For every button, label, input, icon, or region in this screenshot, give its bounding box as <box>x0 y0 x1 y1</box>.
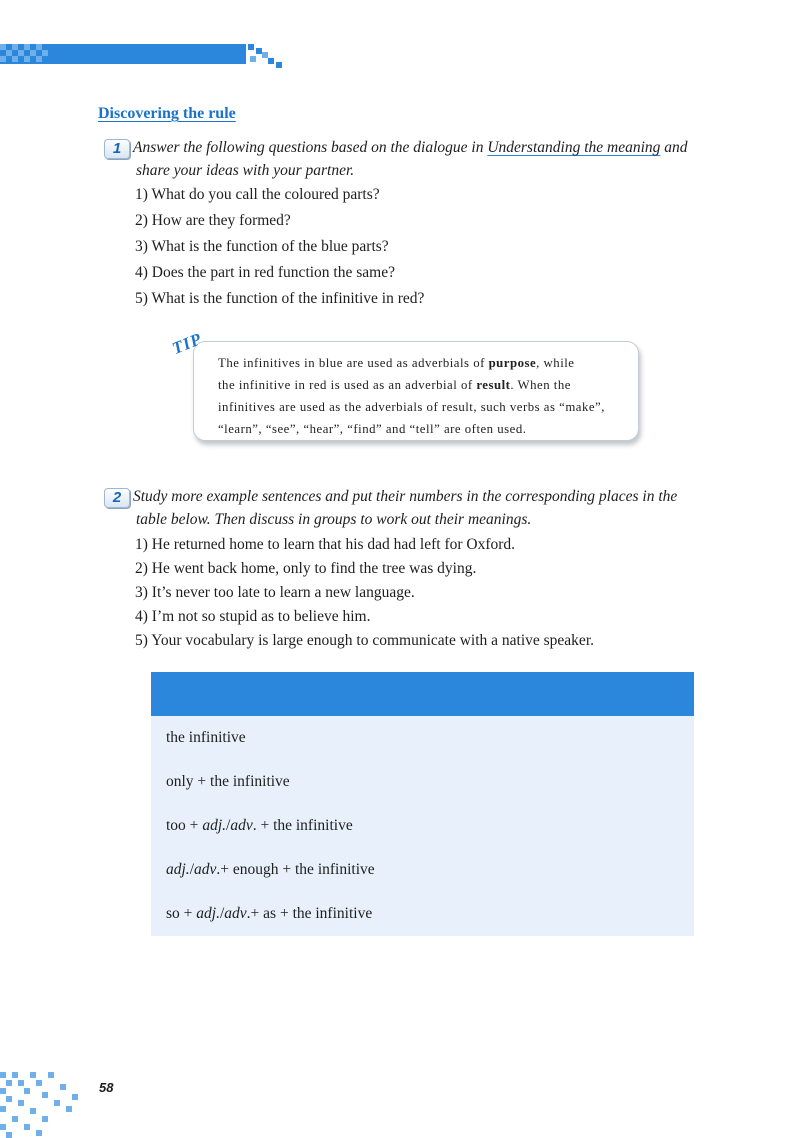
task1-question-list <box>135 182 424 312</box>
tip-text <box>218 352 626 440</box>
task1-instruction-link: Understanding the meaning <box>487 139 661 156</box>
task1-instruction-line2: share your ideas with your partner. <box>136 162 355 179</box>
row-text-italic: adv <box>194 861 217 878</box>
tip-keyword-purpose: purpose <box>488 356 537 370</box>
table-row <box>166 815 353 837</box>
table-header <box>151 672 694 716</box>
section-heading: Discovering the rule <box>98 105 236 122</box>
row-text: . + the infinitive <box>252 817 353 834</box>
tip-text-segment: , while <box>536 356 575 370</box>
task1-instruction <box>133 136 733 182</box>
task2-instruction <box>133 485 713 531</box>
table-row: only + the infinitive <box>166 773 290 790</box>
tip-label: TIP <box>169 329 205 359</box>
tip-text-segment: infinitives are used as the adverbials of result, such verbs as “make”, <box>218 400 605 414</box>
sentence-item: 5) Your vocabulary is large enough to communicate with a native speaker. <box>135 632 594 649</box>
row-text: .+ enough + the infinitive <box>216 861 375 878</box>
sentence-item: 2) He went back home, only to find the tree was dying. <box>135 560 477 577</box>
tip-keyword-result: result <box>476 378 511 392</box>
sentence-item: 1) He returned home to learn that his dad had left for Oxford. <box>135 536 516 553</box>
tip-text-segment: “learn”, “see”, “hear”, “find” and “tell” are often used. <box>218 422 527 436</box>
row-text-italic: adv <box>224 905 247 922</box>
task-number-badge: 1 <box>104 139 130 159</box>
question-item: 4) Does the part in red function the same? <box>135 264 395 281</box>
tip-text-segment: . When the <box>510 378 571 392</box>
page-number: 58 <box>99 1080 114 1095</box>
row-text-italic: adj. <box>202 817 226 834</box>
tip-text-segment: The infinitives in blue are used as adverbials of <box>218 356 489 370</box>
row-text-italic: adj. <box>166 861 190 878</box>
question-item: 1) What do you call the coloured parts? <box>135 186 380 203</box>
table-row: the infinitive <box>166 729 246 746</box>
question-item: 5) What is the function of the infinitive in red? <box>135 290 425 307</box>
task2-instruction-line1: Study more example sentences and put their numbers in the corresponding places in the <box>133 488 678 505</box>
task2-sentence-list <box>135 533 594 653</box>
tip-text-segment: the infinitive in red is used as an adverbial of <box>218 378 477 392</box>
row-text: so + <box>166 905 197 922</box>
table-row <box>166 903 372 925</box>
sentence-item: 4) I’m not so stupid as to believe him. <box>135 608 371 625</box>
task1-instruction-text-end: and <box>660 139 688 156</box>
row-text-italic: adv <box>230 817 253 834</box>
table-body <box>151 716 694 936</box>
question-item: 3) What is the function of the blue parts? <box>135 238 389 255</box>
task2-instruction-line2: table below. Then discuss in groups to work out their meanings. <box>136 511 532 528</box>
row-text: / <box>189 861 194 878</box>
row-text: .+ as + the infinitive <box>246 905 373 922</box>
task1-instruction-text: Answer the following questions based on the dialogue in <box>133 139 488 156</box>
row-text-italic: adj. <box>196 905 220 922</box>
task-number-badge: 2 <box>104 488 130 508</box>
sentence-item: 3) It’s never too late to learn a new language. <box>135 584 415 601</box>
question-item: 2) How are they formed? <box>135 212 291 229</box>
row-text: / <box>219 905 225 922</box>
table-row <box>166 859 375 881</box>
row-text: / <box>226 817 231 834</box>
row-text: too + <box>166 817 203 834</box>
